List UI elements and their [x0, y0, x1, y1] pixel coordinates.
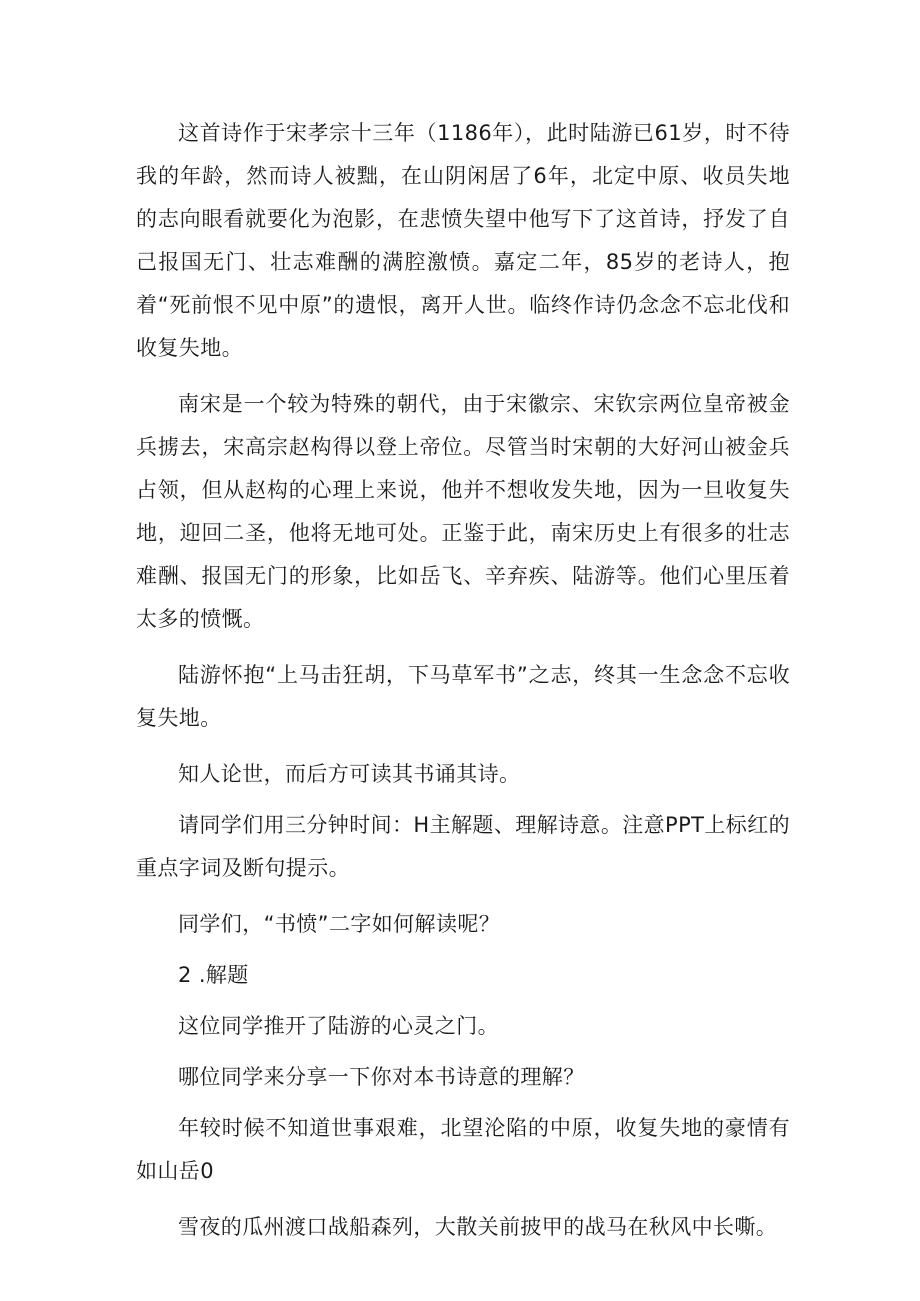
paragraph-share-question: 哪位同学来分享一下你对本书诗意的理解？	[178, 1065, 585, 1089]
paragraph-interpretation-1: 年较时候不知道世事艰难，北望沦陷的中原，收复失地的豪情有如山岳0	[136, 1116, 790, 1183]
paragraph-task-instruction: 请同学们用三分钟时间：H主解题、理解诗意。注意PPT上标红的重点字词及断句提示。	[136, 813, 790, 880]
paragraph-poem-background: 这首诗作于宋孝宗十三年（1186年），此时陆游已61岁，时不待我的年龄，然而诗人被黜，在山阴闲居了6年，北定中原、收员失地的志向眼看就要化为泡影，在悲愤失望中他写下了这首诗，抒发了自己报国无门、壮志难酬的满腔激愤。嘉定二年，85岁的老诗人，抱着“死前恨不见中原”的遗恨，离开人世。临终作诗仍念念不忘北伐和收复失地。	[136, 121, 790, 360]
section-heading-jieti: 2 .解题	[178, 963, 249, 987]
paragraph-interpretation-2: 雪夜的瓜州渡口战船森列，大散关前披甲的战马在秋风中长嘶。	[178, 1215, 778, 1239]
paragraph-student-response: 这位同学推开了陆游的心灵之门。	[178, 1014, 499, 1038]
paragraph-southern-song: 南宋是一个较为特殊的朝代，由于宋徽宗、宋钦宗两位皇帝被金兵掳去，宋高宗赵构得以登上帝位。尽管当时宋朝的大好河山被金兵占领，但从赵构的心理上来说，他并不想收发失地，因为一旦收复失地，迎回二圣，他将无地可处。正鉴于此，南宋历史上有很多的壮志难酬、报国无门的形象，比如岳飞、辛弃疾、陆游等。他们心里压着太多的愤慨。	[136, 392, 790, 631]
paragraph-lu-you-ambition: 陆游怀抱“上马击狂胡，下马草军书”之志，终其一生念念不忘收复失地。	[136, 663, 790, 730]
paragraph-know-the-man: 知人论世，而后方可读其书诵其诗。	[178, 762, 521, 786]
document-body	[136, 112, 790, 1262]
paragraph-question-title: 同学们，“书愤”二字如何解读呢？	[178, 912, 501, 936]
